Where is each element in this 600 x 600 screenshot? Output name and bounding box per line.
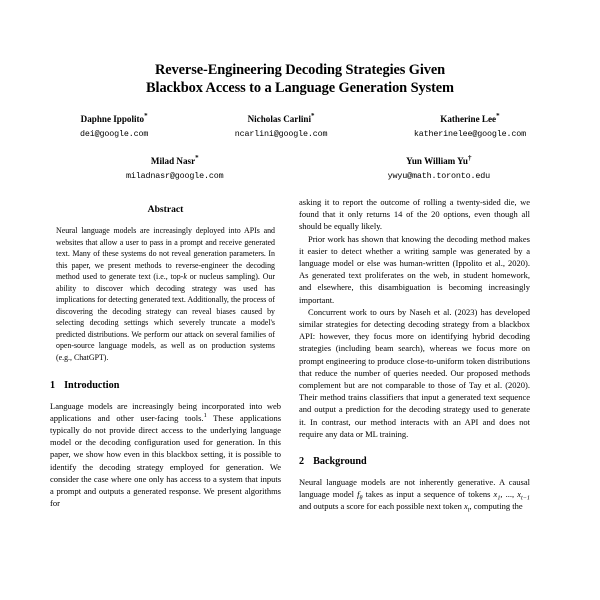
author-ippolito: [80, 111, 149, 140]
author-block: [52, 111, 548, 182]
author-name: [80, 111, 148, 125]
author-marker: *: [195, 153, 199, 162]
author-email[interactable]: dei@google.com: [80, 129, 149, 139]
author-name-text: Nicholas Carlini: [247, 114, 311, 124]
section-heading-background: [299, 455, 530, 468]
author-name-text: Milad Nasr: [150, 156, 196, 166]
author-carlini: [234, 111, 328, 140]
abstract-heading: Abstract: [147, 204, 184, 215]
bg-symbol-xt: $x_t$: [464, 501, 470, 515]
author-email[interactable]: katherinelee@google.com: [413, 129, 526, 139]
author-name: [126, 153, 224, 167]
section-heading-introduction: [50, 379, 281, 392]
bg-frag-1: Neural language models are not inherently generative. A causal language model: [299, 477, 530, 500]
bg-frag-3: , ...,: [500, 489, 518, 500]
right-paragraph-2: Prior work has shown that knowing the decoding method makes it easier to detect whether a writing sample was generated by a language model or else was human-written (Ippolito et al., 2020). As generated text proliferates on the web, in student homework, and elsewhere, this disambiguation is becoming increasingly important.: [299, 233, 530, 305]
section-title: Background: [313, 456, 367, 468]
section-number: 1: [50, 379, 56, 391]
author-yu: [387, 153, 490, 182]
bg-symbol-x1: $x_1$: [493, 489, 501, 502]
abstract-body: [50, 225, 281, 364]
author-name-text: Daphne Ippolito: [80, 114, 145, 124]
author-name: [414, 111, 526, 125]
author-email[interactable]: ywyu@math.toronto.edu: [387, 171, 490, 181]
bg-frag-2: takes as input a sequence of tokens: [362, 489, 494, 500]
intro-frag-1: Language models are increasingly being incorporated into web applications and other user-facing tools.: [50, 400, 281, 423]
author-email[interactable]: miladnasr@google.com: [126, 171, 224, 181]
right-paragraph-3: Concurrent work to ours by Naseh et al. (2023) has developed similar strategies for detecting decoding strategy from a blackbox API: however, they focus more on identifying hybrid decoding strategies (including beam search), whereas we focus more on prompt engineering to produce close-to-uniform token distributions that reduce the number of queries needed. Our proposed methods complement but are not comparable to those of Tay et al. (2020). Their method trains classifiers that input a generated text sequence and output a prediction for the decoding strategy used to generate it. In contrast, our method interacts with an API and does not require any data or ML training.: [299, 306, 530, 439]
author-marker: *: [311, 111, 315, 120]
author-marker: *: [144, 111, 148, 120]
title-block: [0, 0, 600, 182]
author-marker: †: [467, 153, 472, 162]
author-name: [235, 111, 328, 125]
footnote-marker[interactable]: 1: [203, 411, 207, 419]
background-paragraph: [299, 476, 530, 513]
abstract-frag-1: Neural language models are increasingly deployed into APIs and websites that allow a user to pass in a prompt and receive generated text. Many of these systems do not reveal generation parameters. In this paper, we present methods to reverse-engineer the decoding method used to generate text (i.e., top-: [56, 226, 275, 282]
author-lee: [413, 111, 526, 140]
abstract-frag-2: or nucleus sampling). Our ability to discover which decoding strategy was used has implications for detecting generated text. Additionally, the process of discovering the decoding strategy can reveal biases caused by selecting decoding settings which severely truncate a model's predicted distributions. We perform our attack on several families of open-source language models, as well as on production systems (e.g., ChatGPT).: [56, 272, 275, 363]
author-name-text: Yun William Yu: [406, 156, 468, 166]
bg-frag-5: , computing the: [469, 501, 523, 512]
right-column: [299, 196, 530, 600]
section-number: 2: [299, 456, 305, 468]
body-columns: [0, 196, 600, 600]
author-name-text: Katherine Lee: [440, 114, 497, 124]
author-email[interactable]: ncarlini@google.com: [234, 129, 328, 139]
author-row-1: [80, 111, 526, 140]
page-title: [52, 62, 548, 97]
author-row-2: [80, 153, 526, 182]
abstract-italic-k: k: [183, 272, 187, 282]
author-marker: *: [496, 111, 500, 120]
bg-frag-4: and outputs a score for each possible next token: [299, 501, 464, 512]
bg-symbol-xt1: $x_{t-1}$: [517, 489, 530, 502]
bg-symbol-f: $f_\theta$: [357, 489, 363, 502]
title-line-1: Reverse-Engineering Decoding Strategies Given: [154, 62, 446, 78]
title-line-2: Blackbox Access to a Language Generation System: [146, 79, 454, 96]
left-column: [50, 196, 281, 600]
intro-frag-2: These applications typically do not provide direct access to the underlying language model or the decoding configuration used for generation. In this paper, we show how even in this blackbox setting, it is possible to identify the decoding strategy employed for generation. We consider the case where one only has access to a system that inputs a prompt and outputs a generated response. We present algorithms for: [50, 412, 281, 509]
author-name: [388, 153, 490, 167]
section-title: Introduction: [64, 379, 120, 391]
author-nasr: [126, 153, 224, 182]
abstract-paragraph: [56, 225, 275, 364]
intro-paragraph: [50, 400, 281, 510]
right-paragraph-1: asking it to report the outcome of rolling a twenty-sided die, we found that it only returns 14 of the 20 options, even though all should be equally likely.: [299, 197, 530, 232]
